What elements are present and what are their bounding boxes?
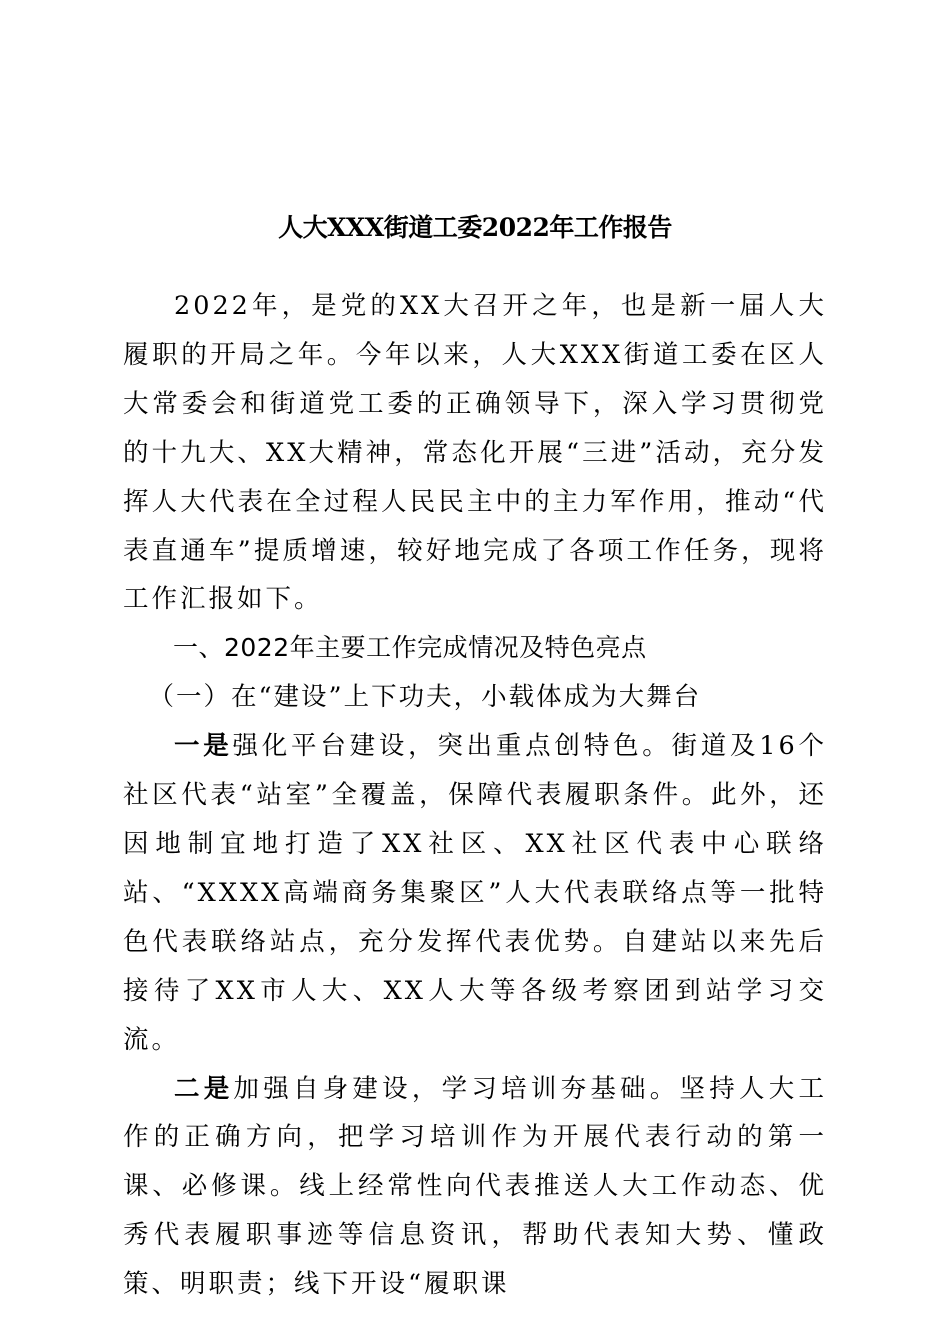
subsection-heading: （一）在“建设”上下功夫，小载体成为大舞台	[148, 682, 702, 713]
item-text-2: 加强自身建设，学习培训夯基础。坚持人大工作的正确方向，把学习培训作为开展代表行动的第一课、必修课。线上经常性向代表推送人大工作动态、优秀代表履职事迹等信息资讯，帮助代表知大势、懂政策、明职责；线下开设“履职课	[123, 1073, 827, 1300]
intro-paragraph: 2022年，是党的XX大召开之年，也是新一届人大履职的开局之年。今年以来，人大XXX街道工委在区人大常委会和街道党工委的正确领导下，深入学习贯彻党的十九大、XX大精神，常态化开展“三进”活动，充分发挥人大代表在全过程人民民主中的主力军作用，推动“代表直通车”提质增速，较好地完成了各项工作任务，现将工作汇报如下。	[123, 291, 827, 615]
section-heading: 一、2022年主要工作完成情况及特色亮点	[173, 633, 647, 663]
document-body	[123, 282, 827, 1309]
item-paragraph-2	[123, 1065, 827, 1310]
document-title: 人大XXX街道工委2022年工作报告	[278, 213, 672, 242]
item-paragraph-1	[123, 722, 827, 1064]
item-text-1: 强化平台建设，突出重点创特色。街道及16个社区代表“站室”全覆盖，保障代表履职条件。此外，还因地制宜地打造了XX社区、XX社区代表中心联络站、“XXXX高端商务集聚区”人大代表联络点等一批特色代表联络站点，充分发挥代表优势。自建站以来先后接待了XX市人大、XX人大等各级考察团到站学习交流。	[123, 731, 827, 1055]
item-lead-1: 一是	[174, 731, 233, 762]
item-lead-2: 二是	[174, 1073, 234, 1104]
